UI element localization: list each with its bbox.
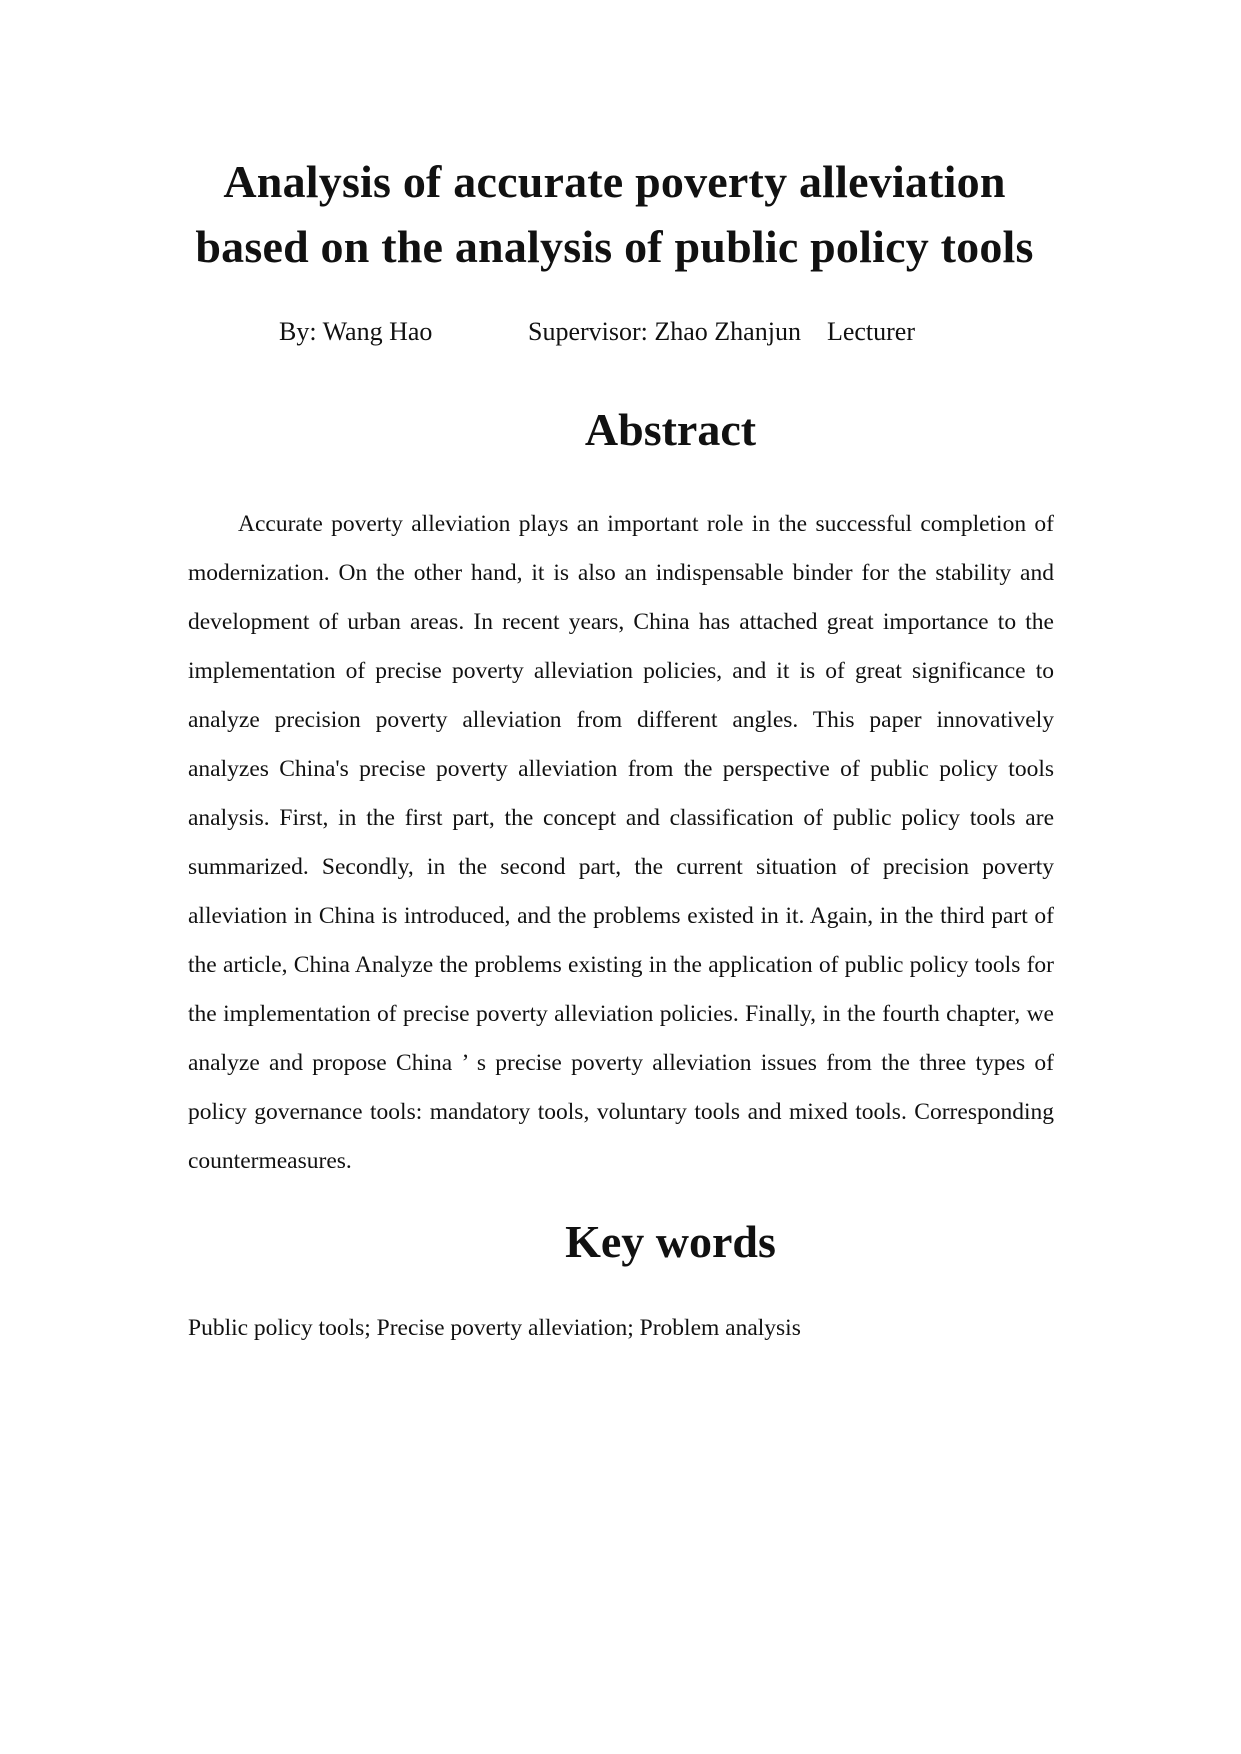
keywords-heading: Key words [565,1216,776,1267]
keywords-text: Public policy tools; Precise poverty alleviation; Problem analysis [188,1315,801,1341]
paper-title-line-2: based on the analysis of public policy tools [195,221,1034,272]
abstract-heading: Abstract [584,404,757,455]
supervisor-byline: Supervisor: Zhao Zhanjun Lecturer [528,317,915,346]
paper-title-line-1: Analysis of accurate poverty alleviation [223,156,1006,207]
abstract-text: Accurate poverty alleviation plays an important role in the successful completion of modernization. On the other hand, it is also an indispensable binder for the stability and development of urban areas. In recent years, China has attached great importance to the implementation of precise poverty alleviation policies, and it is of great significance to analyze precision poverty alleviation from different angles. This paper innovatively analyzes China's precise poverty alleviation from the perspective of public policy tools analysis. First, in the first part, the concept and classification of public policy tools are summarized. Secondly, in the second part, the current situation of precision poverty alleviation in China is introduced, and the problems existed in it. Again, in the third part of the article, China Analyze the problems existing in the application of public policy tools for the implementation of precise poverty alleviation policies. Finally, in the fourth chapter, we analyze and propose China ’ s precise poverty alleviation issues from the three types of policy governance tools: mandatory tools, voluntary tools and mixed tools. Corresponding countermeasures. [188,511,1054,1174]
author-byline: By: Wang Hao [279,317,433,346]
